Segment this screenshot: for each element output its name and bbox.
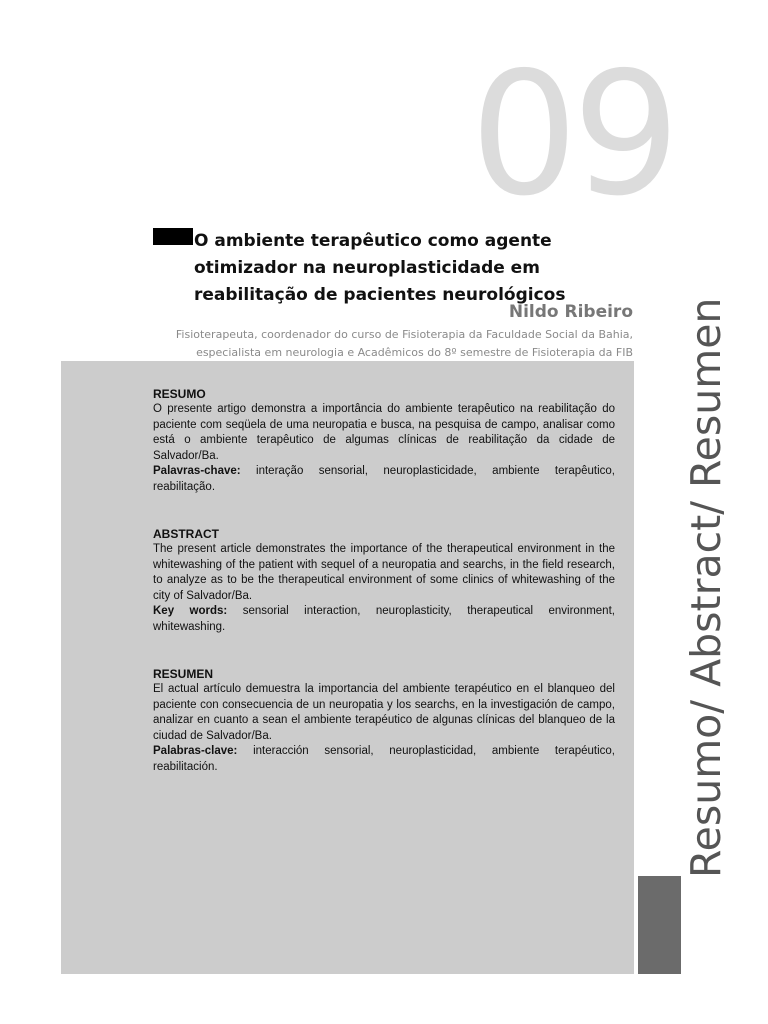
section-body: The present article demonstrates the importance of the therapeutical environment in the whitewashing of the patient with sequel of a neuropatia and searchs, in the field research, to analyze as to be the therapeutical environment of some clinics of whitewashing of the city of Salvador/Ba. bbox=[153, 543, 615, 602]
side-section-title: Resumo/ Abstract/ Resumen bbox=[682, 297, 730, 878]
keywords-label: Palavras-chave: bbox=[153, 465, 241, 477]
keywords-line bbox=[153, 744, 615, 775]
keywords-text: sensorial interaction, neuroplasticity, therapeutical environment, whitewashing. bbox=[153, 605, 615, 633]
article-title: O ambiente terapêutico como agente otimizador na neuroplasticidade em reabilitação de pacientes neurológicos bbox=[194, 231, 566, 305]
section-resumo bbox=[153, 387, 615, 495]
keywords-text: interacción sensorial, neuroplasticidad, ambiente terapéutico, reabilitación. bbox=[153, 745, 615, 773]
section-abstract bbox=[153, 527, 615, 635]
keywords-line bbox=[153, 604, 615, 635]
author-name: Nildo Ribeiro bbox=[508, 302, 633, 322]
section-body: El actual artículo demuestra la importancia del ambiente terapéutico en el blanqueo del paciente con consecuencia de un neuropatia y los searchs, en la investigación de campo, analizar en cuanto a sean el ambiente terapéutico de algunas clínicas del blanqueo de la ciudad de Salvador/Ba. bbox=[153, 683, 615, 742]
keywords-label: Key words: bbox=[153, 605, 228, 617]
keywords-label: Palabras-clave: bbox=[153, 745, 238, 757]
keywords-line bbox=[153, 464, 615, 495]
keywords-text: interação sensorial, neuroplasticidade, ambiente terapêutico, reabilitação. bbox=[153, 465, 615, 493]
section-heading: ABSTRACT bbox=[153, 527, 219, 541]
section-body: O presente artigo demonstra a importância do ambiente terapêutico na reabilitação do paciente com seqüela de uma neuropatia e busca, na pesquisa de campo, analisar como está o ambiente terapêutico de algumas clínicas de reabilitação da cidade de Salvador/Ba. bbox=[153, 403, 615, 462]
chapter-number: 09 bbox=[470, 36, 675, 234]
affiliation-line: especialista em neurologia e Acadêmicos do 8º semestre de Fisioterapia da FIB bbox=[196, 346, 633, 359]
side-accent-bar bbox=[638, 876, 681, 974]
section-heading: RESUMEN bbox=[153, 667, 214, 681]
affiliation-line: Fisioterapeuta, coordenador do curso de Fisioterapia da Faculdade Social da Bahia, bbox=[175, 328, 633, 341]
section-heading: RESUMO bbox=[153, 387, 206, 401]
section-resumen bbox=[153, 667, 615, 775]
author-affiliation bbox=[113, 326, 633, 362]
title-marker-bar bbox=[153, 228, 193, 245]
